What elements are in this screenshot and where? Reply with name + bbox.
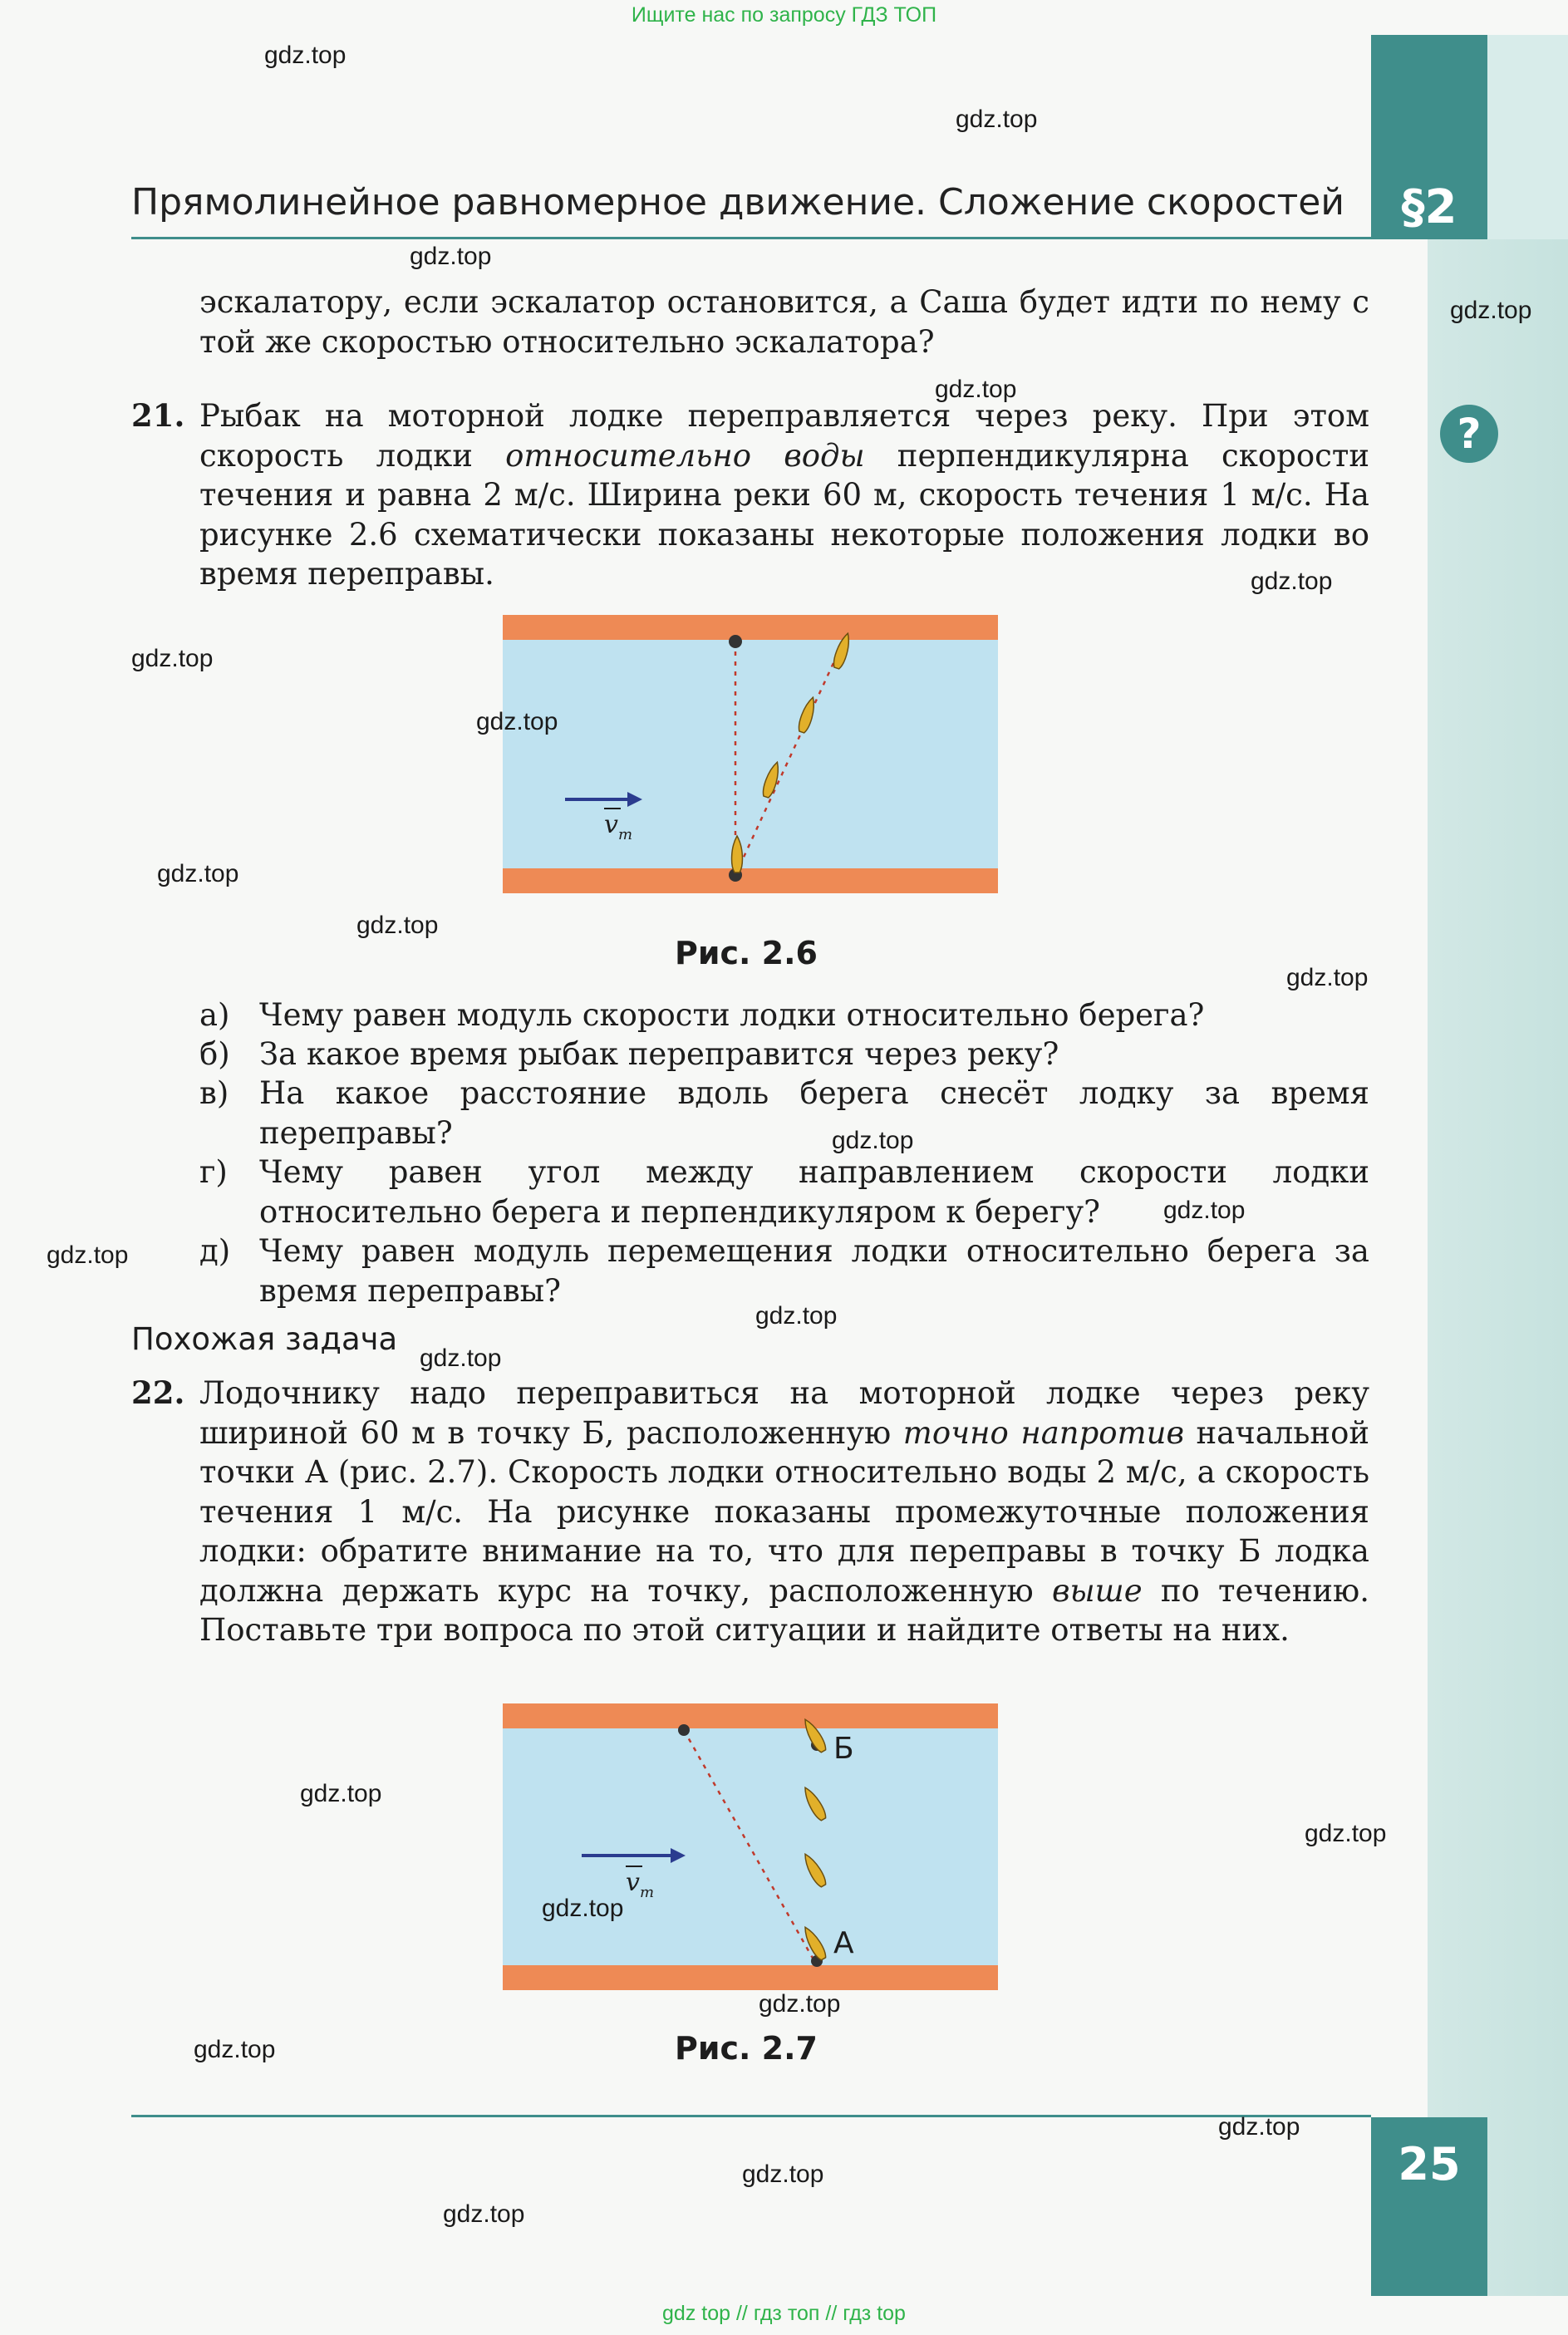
top-banner: Ищите нас по запросу ГДЗ ТОП — [631, 3, 937, 27]
question-text: Чему равен модуль скорости лодки относительно берега? — [259, 997, 1205, 1033]
question-key: д) — [199, 1233, 231, 1269]
figure-2-7-caption: Рис. 2.7 — [675, 2030, 818, 2067]
figure-2-6-caption: Рис. 2.6 — [675, 935, 818, 971]
section-tab — [1371, 35, 1487, 239]
problem-21-text — [199, 396, 1369, 594]
problem-22-text-b: начальной точки А (рис. 2.7). Скорость лодки относительно воды 2 м/с, а скорость течения 1 м/с. На рисунке показаны промежуточные положения лодки: обратите внимание на то, что для переправы в точку Б лодка должна держать курс на точку, расположенную — [199, 1414, 1370, 1609]
problem-21-number: 21. — [131, 397, 185, 434]
river-water — [503, 640, 998, 868]
watermark: gdz.top — [742, 2160, 824, 2188]
watermark: gdz.top — [1286, 964, 1369, 991]
question-key: б) — [199, 1036, 230, 1072]
watermark: gdz.top — [476, 708, 558, 735]
page-number: 25 — [1398, 2138, 1461, 2190]
watermark: gdz.top — [1218, 2113, 1300, 2141]
velocity-symbol: v — [604, 810, 618, 839]
problem-22-number: 22. — [131, 1374, 185, 1411]
figure-2-6 — [503, 615, 998, 897]
side-strip-top — [1487, 35, 1568, 239]
velocity-subscript: т — [639, 1884, 655, 1901]
question-b — [199, 1035, 1369, 1074]
watermark: gdz.top — [47, 1241, 129, 1269]
near-bank — [503, 1965, 998, 1990]
watermark: gdz.top — [443, 2200, 525, 2228]
watermark: gdz.top — [956, 106, 1038, 133]
watermark: gdz.top — [759, 1990, 841, 2018]
watermark: gdz.top — [542, 1895, 624, 1922]
watermark: gdz.top — [300, 1780, 382, 1807]
question-text: Чему равен угол между направлением скорости лодки относительно берега и перпендикуляром к берегу? — [259, 1154, 1369, 1230]
target-point — [729, 635, 742, 648]
watermark: gdz.top — [356, 912, 439, 939]
problem-21-text-b: перпендикулярна скорости течения и равна 2 м/с. Ширина реки 60 м, скорость течения 1 м/с. На рисунке 2.6 схематически показаны некоторые положения лодки во время переправы. — [199, 437, 1369, 592]
figure-2-7 — [503, 1703, 998, 1990]
footer-links: gdz top // гдз топ // гдз top — [662, 2302, 906, 2325]
header-divider — [131, 237, 1371, 239]
far-bank — [503, 615, 998, 640]
watermark: gdz.top — [1251, 568, 1333, 595]
question-text: На какое расстояние вдоль берега снесёт лодку за время переправы? — [259, 1075, 1369, 1151]
watermark: gdz.top — [832, 1127, 914, 1154]
far-bank — [503, 1703, 998, 1728]
watermark: gdz.top — [410, 243, 492, 270]
question-key: а) — [199, 997, 230, 1033]
question-d — [199, 1231, 1369, 1310]
watermark: gdz.top — [157, 860, 239, 887]
intro-text: эскалатору, если эскалатор остановится, а Саша будет идти по нему с той же скоростью относительно эскалатора? — [199, 284, 1369, 360]
watermark: gdz.top — [420, 1344, 502, 1372]
river-water — [503, 1728, 998, 1965]
watermark: gdz.top — [264, 42, 347, 69]
footer-divider — [131, 2115, 1371, 2117]
velocity-symbol: v — [626, 1868, 640, 1897]
watermark: gdz.top — [755, 1302, 838, 1330]
watermark: gdz.top — [935, 376, 1017, 403]
point-a-label: А — [833, 1926, 854, 1960]
watermark: gdz.top — [1163, 1197, 1246, 1224]
problem-22-text-c: по течению. Поставьте три вопроса по этой ситуации и найдите ответы на них. — [199, 1572, 1369, 1648]
question-text: За какое время рыбак переправится через реку? — [259, 1036, 1059, 1072]
problem-22-emphasis-2: выше — [1051, 1572, 1143, 1609]
side-strip — [1428, 239, 1568, 2296]
problem-22-emphasis-1: точно напротив — [902, 1414, 1184, 1451]
question-text: Чему равен модуль перемещения лодки относительно берега за время переправы? — [259, 1233, 1369, 1309]
problem-22-text-a: Лодочнику надо переправиться на моторной лодке через реку шириной 60 м в точку Б, расположенную — [199, 1375, 1369, 1451]
near-bank — [503, 868, 998, 893]
section-number: §2 — [1401, 180, 1457, 234]
watermark: gdz.top — [131, 645, 214, 672]
point-b-label: Б — [833, 1732, 854, 1766]
watermark: gdz.top — [194, 2036, 276, 2063]
aim-point — [678, 1724, 690, 1736]
problem-21-text-a: Рыбак на моторной лодке переправляется через реку. При этом скорость лодки — [199, 398, 1369, 474]
velocity-subscript: т — [617, 826, 633, 843]
question-v — [199, 1074, 1369, 1153]
question-key: г) — [199, 1154, 228, 1190]
question-a — [199, 995, 1369, 1035]
page-number-tab — [1371, 2117, 1487, 2296]
help-icon[interactable]: ? — [1440, 405, 1498, 463]
watermark: gdz.top — [1305, 1820, 1387, 1847]
question-key: в) — [199, 1075, 229, 1111]
watermark: gdz.top — [1450, 297, 1532, 324]
problem-22-text — [199, 1374, 1369, 1650]
similar-task-heading: Похожая задача — [131, 1321, 398, 1357]
problem-21-emphasis: относительно воды — [505, 437, 865, 474]
page-title: Прямолинейное равномерное движение. Сложение скоростей — [131, 181, 1344, 224]
